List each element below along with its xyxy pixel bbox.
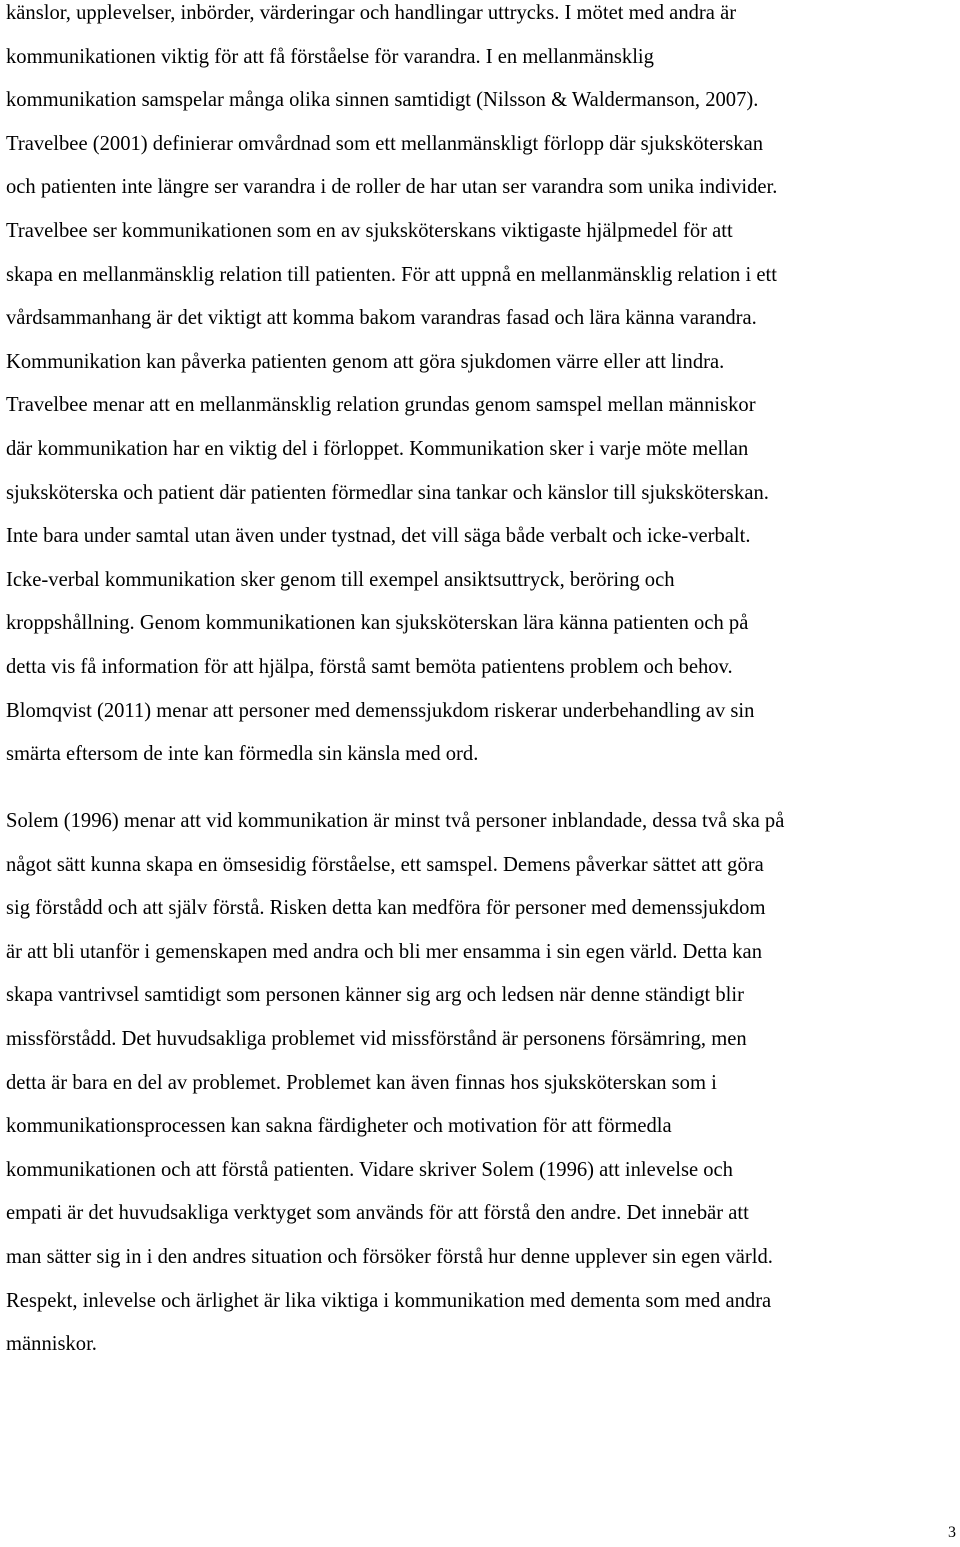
- text-line: Blomqvist (2011) menar att personer med demenssjukdom riskerar underbehandling av sin: [6, 699, 755, 722]
- text-line: kommunikationen viktig för att få förståelse för varandra. I en mellanmänsklig: [6, 45, 654, 68]
- text-line: sig förstådd och att själv förstå. Risken detta kan medföra för personer med demenssjukdom: [6, 897, 766, 920]
- text-line: detta är bara en del av problemet. Problemet kan även finnas hos sjuksköterskan som i: [6, 1071, 717, 1094]
- text-line: kommunikationsprocessen kan sakna färdigheter och motivation för att förmedla: [6, 1115, 672, 1138]
- text-line: Travelbee ser kommunikationen som en av sjuksköterskans viktigaste hjälpmedel för att: [6, 219, 733, 242]
- text-line: empati är det huvudsakliga verktyget som används för att förstå den andre. Det innebär att: [6, 1202, 749, 1225]
- text-line: skapa vantrivsel samtidigt som personen känner sig arg och ledsen när denne ständigt blir: [6, 984, 744, 1007]
- text-line: man sätter sig in i den andres situation och försöker förstå hur denne upplever sin egen värld.: [6, 1245, 773, 1268]
- text-line: Solem (1996) menar att vid kommunikation är minst två personer inblandade, dessa två ska på: [6, 810, 785, 832]
- text-line: Respekt, inlevelse och ärlighet är lika viktiga i kommunikation med dementa som med andra: [6, 1289, 772, 1312]
- paragraph-communication-travelbee: [6, 0, 960, 777]
- text-line: vårdsammanhang är det viktigt att komma bakom varandras fasad och lära känna varandra.: [6, 307, 757, 330]
- text-line: kommunikationen och att förstå patienten. Vidare skriver Solem (1996) att inlevelse och: [6, 1158, 733, 1181]
- text-line: och patienten inte längre ser varandra i de roller de har utan ser varandra som unika individer.: [6, 176, 778, 199]
- text-line: Travelbee (2001) definierar omvårdnad som ett mellanmänskligt förlopp där sjuksköterskan: [6, 132, 764, 155]
- text-line: sjuksköterska och patient där patienten förmedlar sina tankar och känslor till sjuksköterskan.: [6, 481, 769, 504]
- text-line: något sätt kunna skapa en ömsesidig förståelse, ett samspel. Demens påverkar sättet att göra: [6, 853, 764, 876]
- text-line: detta vis få information för att hjälpa, förstå samt bemöta patientens problem och behov.: [6, 655, 733, 678]
- text-line: kommunikation samspelar många olika sinnen samtidigt (Nilsson & Waldermanson, 2007).: [6, 89, 759, 112]
- paragraph-communication-solem: [6, 800, 960, 1367]
- text-line: känslor, upplevelser, inbörder, värderingar och handlingar uttrycks. I mötet med andra är: [6, 2, 737, 24]
- page-number: 3: [948, 1524, 956, 1541]
- text-line: smärta eftersom de inte kan förmedla sin känsla med ord.: [6, 743, 479, 766]
- text-line: missförstådd. Det huvudsakliga problemet vid missförstånd är personens försämring, men: [6, 1027, 747, 1050]
- text-line: Inte bara under samtal utan även under tystnad, det vill säga både verbalt och icke-verbalt.: [6, 525, 751, 548]
- text-line: där kommunikation har en viktig del i förloppet. Kommunikation sker i varje möte mellan: [6, 437, 749, 460]
- text-line: Icke-verbal kommunikation sker genom till exempel ansiktsuttryck, beröring och: [6, 568, 675, 591]
- text-line: kroppshållning. Genom kommunikationen kan sjuksköterskan lära känna patienten och på: [6, 612, 749, 635]
- text-line: skapa en mellanmänsklig relation till patienten. För att uppnå en mellanmänsklig relation i ett: [6, 263, 777, 286]
- text-line: Kommunikation kan påverka patienten genom att göra sjukdomen värre eller att lindra.: [6, 350, 725, 373]
- text-line: Travelbee menar att en mellanmänsklig relation grundas genom samspel mellan människor: [6, 394, 756, 417]
- text-line: är att bli utanför i gemenskapen med andra och bli mer ensamma i sin egen värld. Detta kan: [6, 940, 762, 963]
- text-line: människor.: [6, 1333, 97, 1356]
